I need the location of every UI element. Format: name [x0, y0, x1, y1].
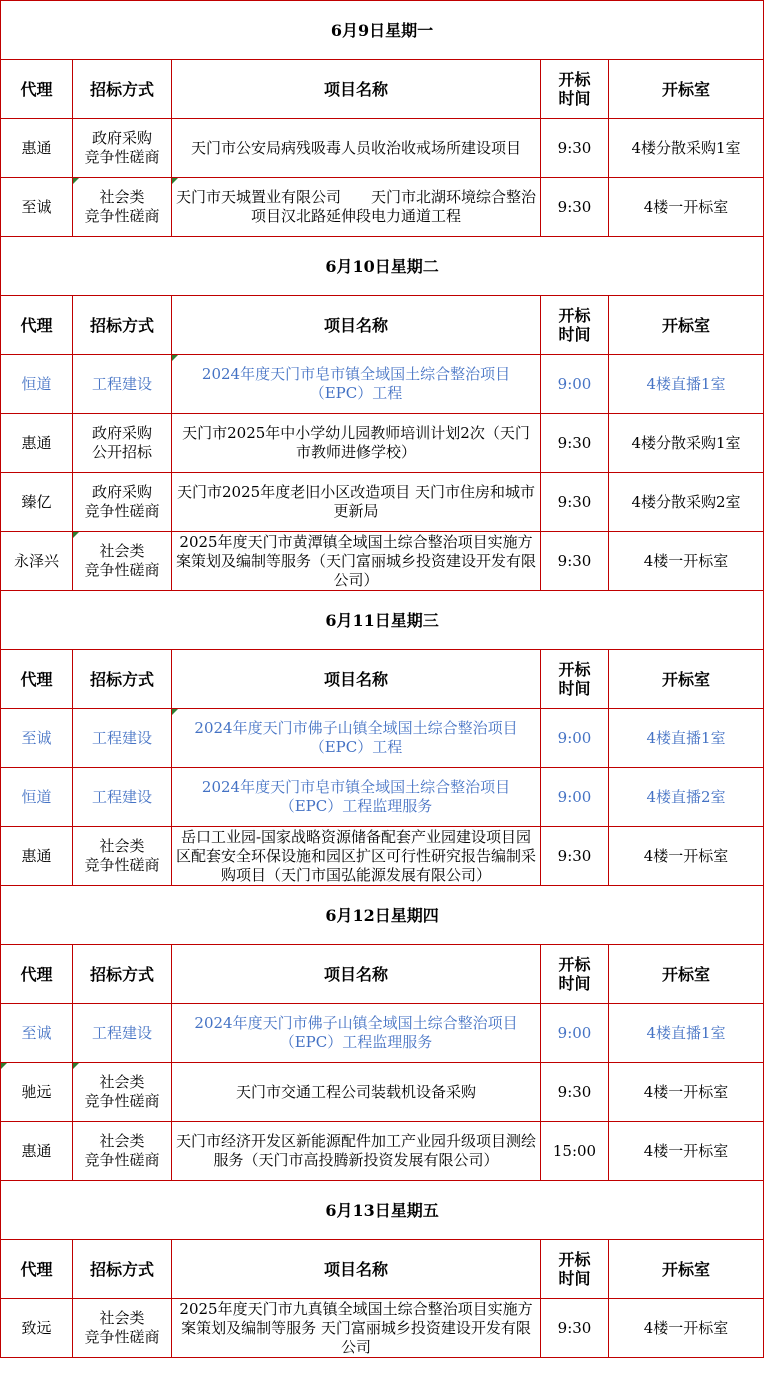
table-row	[1, 1063, 764, 1122]
agent-cell: 致远	[1, 1299, 73, 1358]
method-line2: 公开招标	[91, 443, 152, 461]
method-line1: 社会类	[99, 837, 145, 855]
room-cell: 4楼一开标室	[609, 178, 764, 237]
table-row	[1, 1299, 764, 1358]
column-header-row	[1, 296, 764, 355]
col-method: 招标方式	[73, 945, 172, 1004]
time-cell: 15:00	[541, 1122, 609, 1181]
method-line2: 竞争性磋商	[84, 207, 160, 225]
time-cell: 9:00	[541, 355, 609, 414]
time-cell: 9:00	[541, 1004, 609, 1063]
col-agent: 代理	[1, 945, 73, 1004]
col-time-line2: 时间	[558, 325, 591, 344]
method-cell	[73, 1299, 172, 1358]
table-row	[1, 709, 764, 768]
col-time-line2: 时间	[558, 679, 591, 698]
day-title: 6月9日星期一	[1, 1, 764, 60]
method-cell	[73, 1063, 172, 1122]
agent-cell: 至诚	[1, 178, 73, 237]
project-cell: 2024年度天门市皂市镇全域国土综合整治项目（EPC）工程监理服务	[172, 768, 541, 827]
agent-cell: 至诚	[1, 1004, 73, 1063]
agent-cell: 惠通	[1, 414, 73, 473]
col-room: 开标室	[609, 1240, 764, 1299]
agent-cell: 臻亿	[1, 473, 73, 532]
method-line1: 政府采购	[91, 424, 152, 442]
method-line1: 社会类	[99, 1132, 145, 1150]
table-row	[1, 178, 764, 237]
project-cell: 天门市2025年中小学幼儿园教师培训计划2次（天门市教师进修学校）	[172, 414, 541, 473]
project-cell: 天门市天城置业有限公司 天门市北湖环境综合整治项目汉北路延伸段电力通道工程	[172, 178, 541, 237]
col-time	[541, 60, 609, 119]
col-time-line2: 时间	[558, 1269, 591, 1288]
day-title: 6月12日星期四	[1, 886, 764, 945]
col-project: 项目名称	[172, 945, 541, 1004]
method-cell	[73, 827, 172, 886]
method-cell	[73, 119, 172, 178]
col-agent: 代理	[1, 1240, 73, 1299]
agent-cell: 恒道	[1, 768, 73, 827]
day-title: 6月13日星期五	[1, 1181, 764, 1240]
method-line1: 工程建设	[91, 374, 152, 393]
time-cell: 9:00	[541, 768, 609, 827]
room-cell: 4楼一开标室	[609, 1299, 764, 1358]
day-title: 6月10日星期二	[1, 237, 764, 296]
method-line1: 工程建设	[91, 787, 152, 806]
col-time	[541, 650, 609, 709]
col-time-line2: 时间	[558, 89, 591, 108]
method-cell	[73, 1004, 172, 1063]
agent-cell: 惠通	[1, 827, 73, 886]
col-method: 招标方式	[73, 1240, 172, 1299]
col-project: 项目名称	[172, 650, 541, 709]
table-row	[1, 532, 764, 591]
method-line1: 工程建设	[91, 1023, 152, 1042]
day-header-row	[1, 886, 764, 945]
day-header-row	[1, 1, 764, 60]
agent-cell: 至诚	[1, 709, 73, 768]
col-method: 招标方式	[73, 650, 172, 709]
room-cell: 4楼分散采购2室	[609, 473, 764, 532]
col-room: 开标室	[609, 945, 764, 1004]
method-line2: 竞争性磋商	[84, 561, 160, 579]
method-line2: 竞争性磋商	[84, 1151, 160, 1169]
project-cell: 2024年度天门市佛子山镇全域国土综合整治项目（EPC）工程监理服务	[172, 1004, 541, 1063]
room-cell: 4楼分散采购1室	[609, 414, 764, 473]
project-cell: 天门市经济开发区新能源配件加工产业园升级项目测绘服务（天门市高投腾新投资发展有限公司）	[172, 1122, 541, 1181]
time-cell: 9:30	[541, 1299, 609, 1358]
col-room: 开标室	[609, 650, 764, 709]
table-row	[1, 119, 764, 178]
column-header-row	[1, 945, 764, 1004]
col-time-line2: 时间	[558, 974, 591, 993]
column-header-row	[1, 60, 764, 119]
time-cell: 9:30	[541, 532, 609, 591]
method-line2: 竞争性磋商	[84, 856, 160, 874]
room-cell: 4楼一开标室	[609, 1063, 764, 1122]
room-cell: 4楼直播2室	[609, 768, 764, 827]
room-cell: 4楼分散采购1室	[609, 119, 764, 178]
col-time-line1: 开标	[558, 70, 591, 89]
col-agent: 代理	[1, 650, 73, 709]
method-cell	[73, 414, 172, 473]
table-row	[1, 1122, 764, 1181]
project-cell: 天门市交通工程公司装载机设备采购	[172, 1063, 541, 1122]
project-cell: 天门市2025年度老旧小区改造项目 天门市住房和城市更新局	[172, 473, 541, 532]
time-cell: 9:30	[541, 473, 609, 532]
col-method: 招标方式	[73, 296, 172, 355]
method-cell	[73, 532, 172, 591]
project-cell: 天门市公安局病残吸毒人员收治收戒场所建设项目	[172, 119, 541, 178]
room-cell: 4楼直播1室	[609, 355, 764, 414]
time-cell: 9:30	[541, 414, 609, 473]
table-row	[1, 414, 764, 473]
method-cell	[73, 178, 172, 237]
method-line1: 社会类	[99, 542, 145, 560]
col-room: 开标室	[609, 60, 764, 119]
col-time-line1: 开标	[558, 306, 591, 325]
time-cell: 9:30	[541, 1063, 609, 1122]
room-cell: 4楼直播1室	[609, 709, 764, 768]
time-cell: 9:30	[541, 827, 609, 886]
day-header-row	[1, 237, 764, 296]
table-row	[1, 768, 764, 827]
method-cell	[73, 709, 172, 768]
agent-cell: 惠通	[1, 119, 73, 178]
day-header-row	[1, 1181, 764, 1240]
table-row	[1, 827, 764, 886]
method-line1: 工程建设	[91, 728, 152, 747]
project-cell: 岳口工业园-国家战略资源储备配套产业园建设项目园区配套安全环保设施和园区扩区可行性研究报告编制采购项目（天门市国弘能源发展有限公司）	[172, 827, 541, 886]
column-header-row	[1, 1240, 764, 1299]
project-cell: 2025年度天门市黄潭镇全域国土综合整治项目实施方案策划及编制等服务（天门富丽城乡投资建设开发有限公司）	[172, 532, 541, 591]
agent-cell: 惠通	[1, 1122, 73, 1181]
method-cell	[73, 355, 172, 414]
method-line2: 竞争性磋商	[84, 1092, 160, 1110]
method-line1: 政府采购	[91, 129, 152, 147]
agent-cell: 永泽兴	[1, 532, 73, 591]
method-line1: 社会类	[99, 1309, 145, 1327]
agent-cell: 驰远	[1, 1063, 73, 1122]
method-cell	[73, 1122, 172, 1181]
table-row	[1, 1004, 764, 1063]
col-project: 项目名称	[172, 1240, 541, 1299]
col-time-line1: 开标	[558, 660, 591, 679]
method-line1: 社会类	[99, 1073, 145, 1091]
method-cell	[73, 473, 172, 532]
table-row	[1, 355, 764, 414]
col-project: 项目名称	[172, 296, 541, 355]
col-project: 项目名称	[172, 60, 541, 119]
method-line1: 社会类	[99, 188, 145, 206]
time-cell: 9:30	[541, 119, 609, 178]
column-header-row	[1, 650, 764, 709]
method-line1: 政府采购	[91, 483, 152, 501]
agent-cell: 恒道	[1, 355, 73, 414]
col-time-line1: 开标	[558, 955, 591, 974]
day-title: 6月11日星期三	[1, 591, 764, 650]
col-time	[541, 1240, 609, 1299]
room-cell: 4楼直播1室	[609, 1004, 764, 1063]
room-cell: 4楼一开标室	[609, 1122, 764, 1181]
method-line2: 竞争性磋商	[84, 1328, 160, 1346]
col-time	[541, 945, 609, 1004]
project-cell: 2025年度天门市九真镇全域国土综合整治项目实施方案策划及编制等服务 天门富丽城乡投资建设开发有限公司	[172, 1299, 541, 1358]
day-header-row	[1, 591, 764, 650]
col-time-line1: 开标	[558, 1250, 591, 1269]
room-cell: 4楼一开标室	[609, 827, 764, 886]
col-agent: 代理	[1, 60, 73, 119]
col-room: 开标室	[609, 296, 764, 355]
table-row	[1, 473, 764, 532]
project-cell: 2024年度天门市皂市镇全域国土综合整治项目（EPC）工程	[172, 355, 541, 414]
method-line2: 竞争性磋商	[84, 148, 160, 166]
time-cell: 9:00	[541, 709, 609, 768]
time-cell: 9:30	[541, 178, 609, 237]
project-cell: 2024年度天门市佛子山镇全域国土综合整治项目（EPC）工程	[172, 709, 541, 768]
method-line2: 竞争性磋商	[84, 502, 160, 520]
room-cell: 4楼一开标室	[609, 532, 764, 591]
col-time	[541, 296, 609, 355]
method-cell	[73, 768, 172, 827]
col-agent: 代理	[1, 296, 73, 355]
col-method: 招标方式	[73, 60, 172, 119]
